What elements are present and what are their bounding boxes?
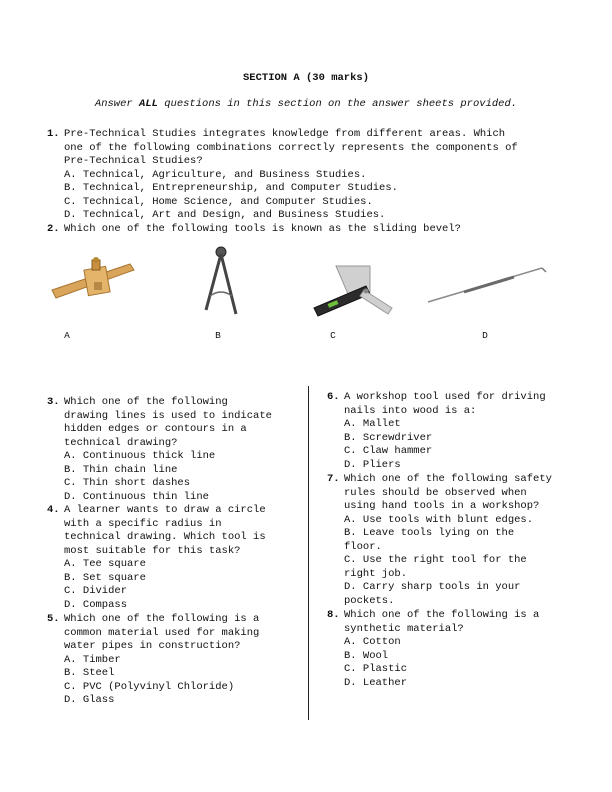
instruction-text <box>0 98 612 110</box>
instruction-emphasis: ALL <box>139 98 158 110</box>
question-stem: Pre-Technical Studies integrates knowledge from different areas. Which one of the following combinations correctly represents the components of Pre-Technical Studies? <box>64 128 518 167</box>
option-b: B. Wool <box>344 649 389 662</box>
option-d: D. Technical, Art and Design, and Business Studies. <box>64 209 386 221</box>
divider-icon <box>196 244 246 320</box>
question-1 <box>47 128 518 223</box>
section-title: SECTION A (30 marks) <box>242 72 370 84</box>
instruction-suffix: questions in this section on the answer sheets provided. <box>157 98 518 110</box>
column-divider <box>308 386 309 720</box>
question-8 <box>327 609 540 690</box>
option-c: C. Thin short dashes <box>64 477 191 489</box>
option-d: D. Pliers <box>344 458 401 471</box>
option-b: B. Technical, Entrepreneurship, and Computer Studies. <box>64 182 398 194</box>
option-b: B. Thin chain line <box>64 463 178 476</box>
question-stem: Which one of the following safety rules should be observed when using hand tools in a workshop? <box>344 473 552 512</box>
option-c: C. Technical, Home Science, and Computer Studies. <box>64 195 373 208</box>
option-d: D. Glass <box>64 694 115 706</box>
option-d: D. Carry sharp tools in your pockets. <box>344 581 521 607</box>
question-number: 5. <box>47 613 60 625</box>
option-a: A. Use tools with blunt edges. <box>344 513 534 526</box>
question-number: 3. <box>47 396 60 408</box>
option-b: B. Steel <box>64 667 115 679</box>
image-label-c: C <box>330 330 336 341</box>
scriber-icon <box>424 262 548 308</box>
option-c: C. Use the right tool for the right job. <box>344 554 527 580</box>
option-a: A. Technical, Agriculture, and Business Studies. <box>64 168 367 181</box>
question-number: 4. <box>47 504 60 516</box>
question-stem: A workshop tool used for driving nails into wood is a: <box>344 391 546 417</box>
question-number: 8. <box>327 609 340 621</box>
option-d: D. Compass <box>64 598 128 611</box>
question-5 <box>47 613 260 708</box>
question-number: 1. <box>47 128 60 140</box>
question-stem: Which one of the following is a synthetic material? <box>344 609 540 635</box>
question-4 <box>47 504 266 612</box>
sliding-bevel-icon <box>308 258 398 318</box>
option-b: B. Leave tools lying on the floor. <box>344 527 515 553</box>
question-number: 6. <box>327 391 340 403</box>
option-b: B. Set square <box>64 571 146 584</box>
option-d: D. Continuous thin line <box>64 490 209 503</box>
marking-gauge-icon <box>48 254 138 309</box>
question-7 <box>327 473 552 608</box>
option-a: A. Cotton <box>344 636 401 648</box>
option-c: C. PVC (Polyvinyl Chloride) <box>64 680 235 693</box>
option-d: D. Leather <box>344 676 408 689</box>
image-label-d: D <box>482 330 488 341</box>
option-a: A. Mallet <box>344 418 401 430</box>
option-a: A. Continuous thick line <box>64 450 216 462</box>
option-c: C. Claw hammer <box>344 445 433 457</box>
option-a: A. Timber <box>64 653 121 666</box>
image-label-a: A <box>64 330 70 341</box>
question-stem: Which one of the following tools is known as the sliding bevel? <box>64 223 461 235</box>
question-3 <box>47 396 272 504</box>
question-2 <box>47 223 461 237</box>
option-a: A. Tee square <box>64 558 146 570</box>
option-b: B. Screwdriver <box>344 431 433 444</box>
question-stem: A learner wants to draw a circle with a specific radius in technical drawing. Which tool is most suitable for this task? <box>64 504 266 557</box>
question-number: 7. <box>327 473 340 485</box>
question-stem: Which one of the following is a common material used for making water pipes in construction? <box>64 613 260 652</box>
image-label-b: B <box>215 330 221 341</box>
question-6 <box>327 391 546 472</box>
question-stem: Which one of the following drawing lines is used to indicate hidden edges or contours in a technical drawing? <box>64 396 272 449</box>
option-c: C. Divider <box>64 585 128 597</box>
instruction-prefix: Answer <box>94 98 140 110</box>
question-number: 2. <box>47 223 60 235</box>
option-c: C. Plastic <box>344 663 408 675</box>
